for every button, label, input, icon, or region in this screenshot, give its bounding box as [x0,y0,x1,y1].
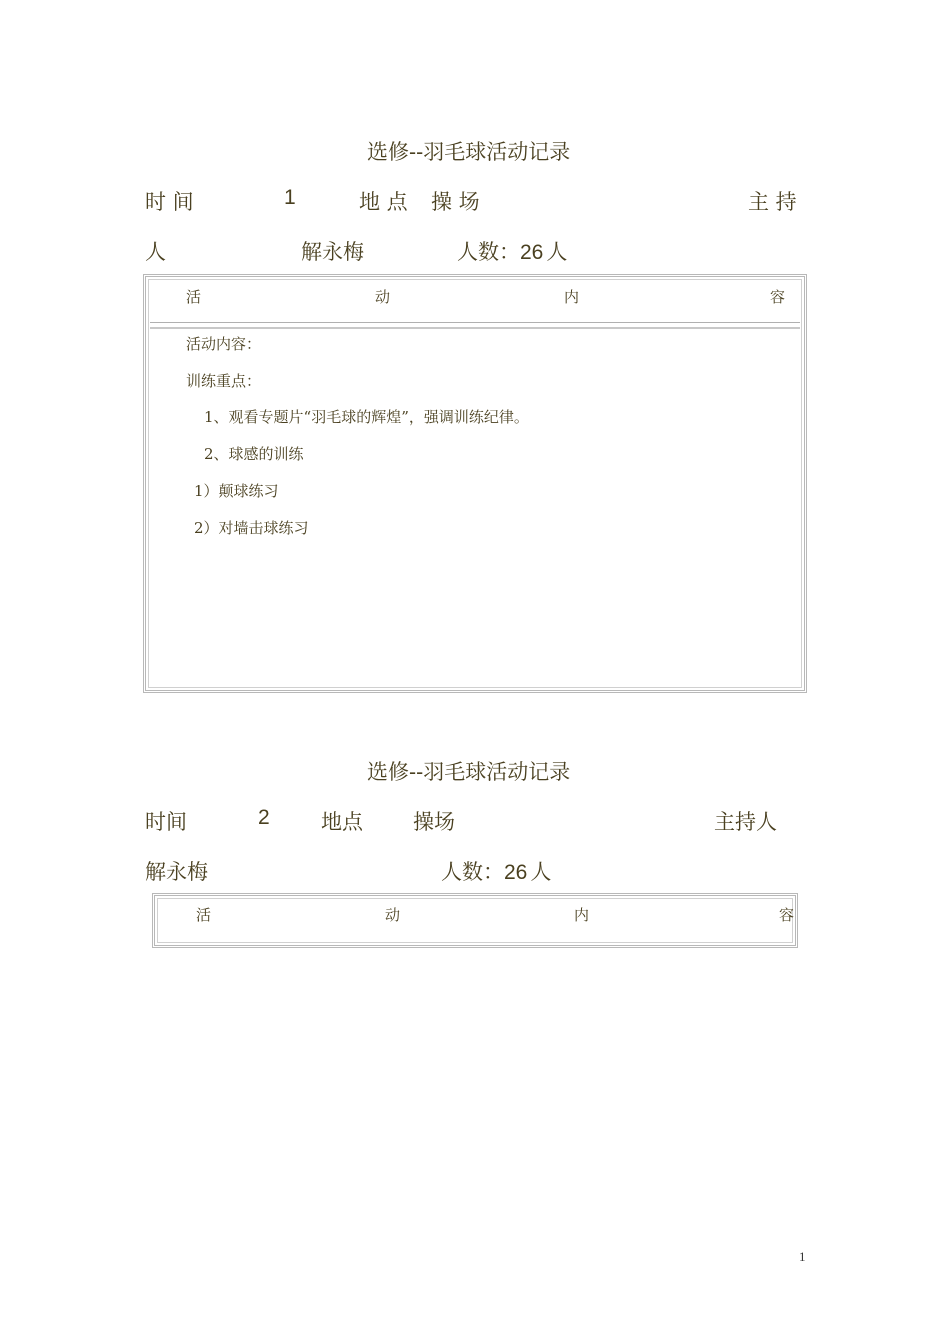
record1-time-label: 时 间 [145,190,194,214]
record1-host-name: 解永梅 [301,240,364,264]
record2-header-cell-2: 动 [385,906,401,924]
record2-header-cell-4: 容 [779,906,795,924]
record1-host-label: 主 持 [748,190,797,214]
record1-item-4: 2）对墙击球练习 [194,519,309,537]
record2-place-value: 操场 [413,810,455,834]
record1-header-cell-4: 容 [770,288,786,306]
record2-place-label: 地点 [321,810,363,834]
record2-time-value: 2 [258,806,270,829]
record2-header-cell-1: 活 [196,906,212,924]
record1-count [457,236,567,266]
record1-item-2: 2、球感的训练 [204,445,304,463]
record2-time-label: 时间 [145,810,187,834]
record1-count-unit: 人 [546,240,568,264]
record1-table [143,274,807,693]
record1-header-cell-1: 活 [186,288,202,306]
record1-item-1: 1、观看专题片“羽毛球的辉煌”，强调训练纪律。 [204,408,529,426]
record1-place-value: 操 场 [431,190,480,214]
record2-count-label: 人数： [441,860,504,884]
record1-place-label: 地 点 [359,190,408,214]
record1-time-value: 1 [284,186,296,209]
page-number: 1 [799,1249,806,1264]
record1-header-cell-2: 动 [375,288,391,306]
record1-content-label: 活动内容： [186,335,262,353]
record1-item-3: 1）颠球练习 [194,482,279,500]
record1-host-label-cont: 人 [145,240,166,264]
record2-count-unit: 人 [530,860,552,884]
record1-count-label: 人数： [457,240,520,264]
record2-count [441,856,551,886]
record2-host-label: 主持人 [714,810,777,834]
record1-header-divider [150,322,800,329]
record1-title: 选修--羽毛球活动记录 [367,140,571,164]
record2-title: 选修--羽毛球活动记录 [367,760,571,784]
record1-focus-label: 训练重点： [186,372,262,390]
record1-count-value: 26 [520,241,544,264]
record2-host-name: 解永梅 [145,860,208,884]
record2-count-value: 26 [504,861,528,884]
record2-table [152,893,798,948]
record1-header-cell-3: 内 [564,288,580,306]
record2-header-cell-3: 内 [574,906,590,924]
